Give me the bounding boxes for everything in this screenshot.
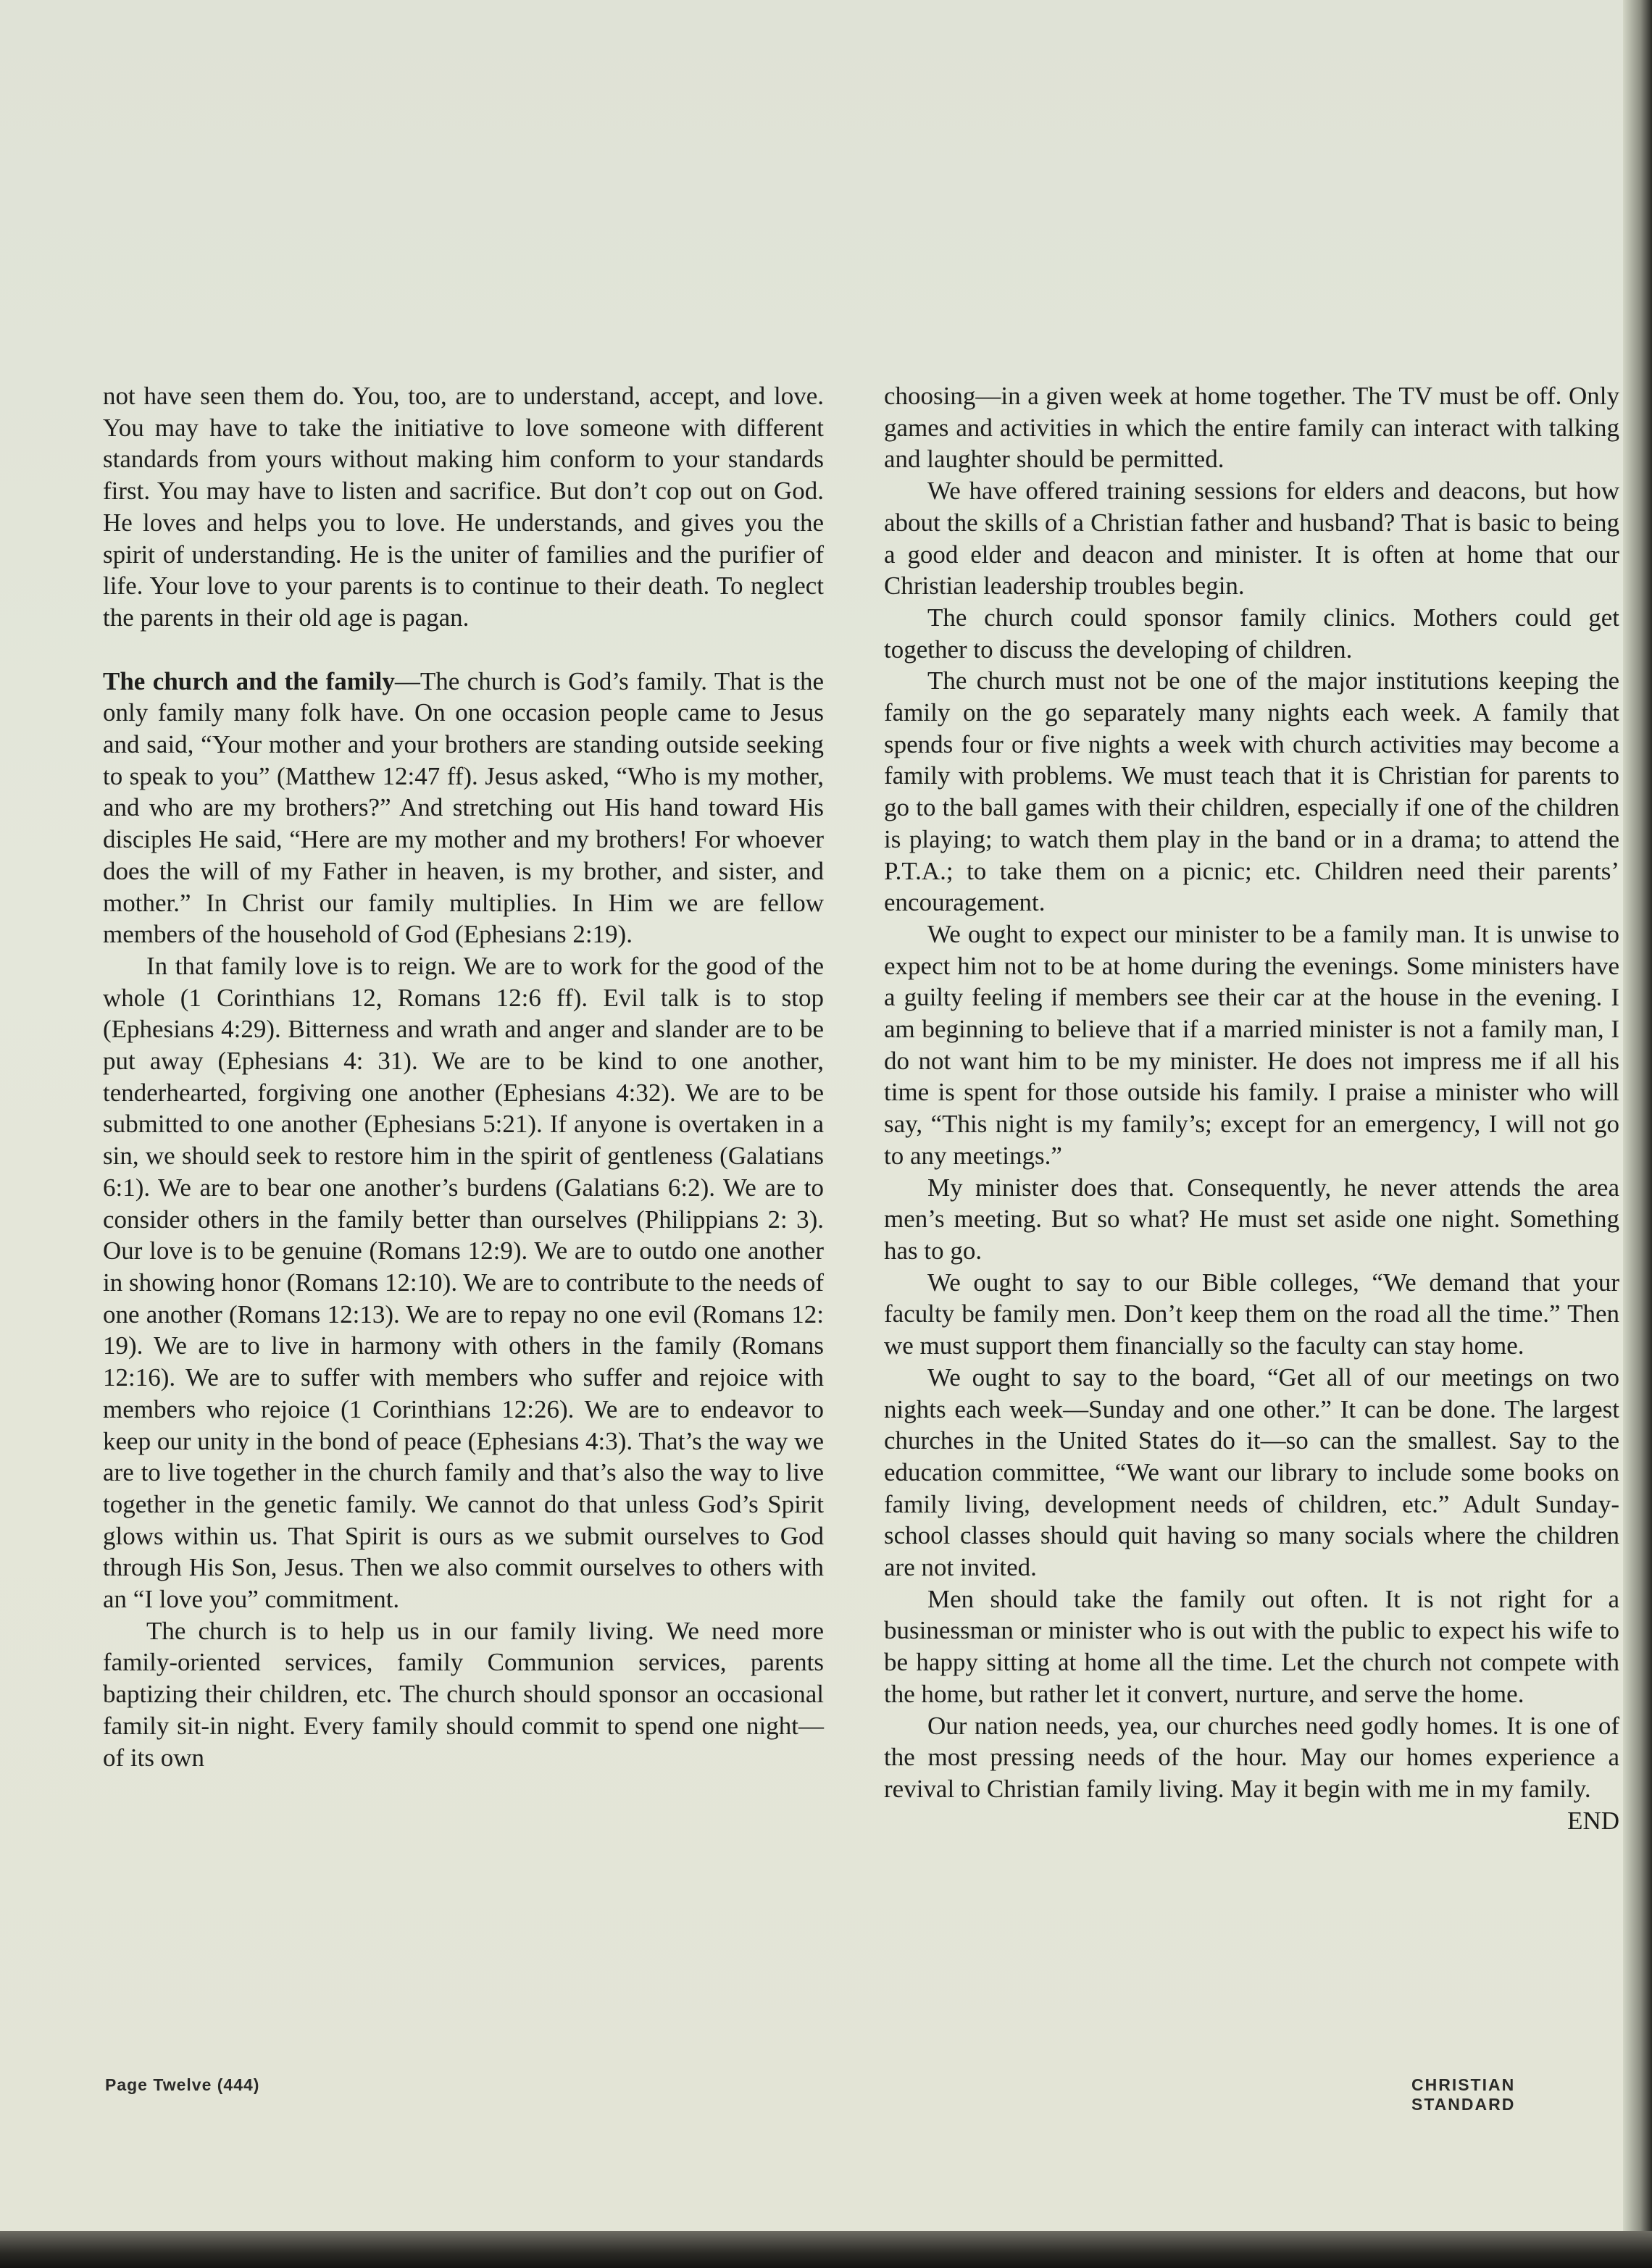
paragraph: In that family love is to reign. We are to work for the good of the whole (1 Corinthians 12, Romans 12:6 ff). Evil talk is to stop (Ephesians 4:29). Bitterness and wrath and anger and slander are to be put away (Ephesians 4: 31). We are to be kind to one another, tenderhearted, forgiving one another (Ephesians 4:32). We are to be submitted to one another (Ephesians 5:21). If anyone is overtaken in a sin, we should seek to restore him in the spirit of gentleness (Galatians 6:1). We are to bear one another’s burdens (Galatians 6:2). We are to consider others in the family better than ourselves (Philippians 2: 3). Our love is to be genuine (Romans 12:9). We are to outdo one another in showing honor (Romans 12:10). We are to contribute to the needs of one another (Romans 12:13). We are to repay no one evil (Romans 12: 19). We are to live in harmony with others in the family (Romans 12:16). We are to suffer with members who suffer and rejoice with members who rejoice (1 Corinthians 12:26). We are to endeavor to keep our unity in the bond of peace (Ephesians 4:3). That’s the way we are to live together in the church family and that’s also the way to live together in the genetic family. We cannot do that unless God’s Spirit glows within us. That Spirit is ours as we submit ourselves to God through His Son, Jesus. Then we also commit ourselves to others with an “I love you” commitment. <box>103 951 824 1614</box>
end-mark: END <box>1567 1806 1619 1835</box>
publication-name: CHRISTIAN STANDARD <box>1411 2075 1516 2114</box>
paragraph: My minister does that. Consequently, he never attends the area men’s meeting. But so what? He must set aside one night. Something has to go. <box>884 1173 1619 1265</box>
right-column <box>884 380 1619 1836</box>
paragraph: We ought to say to our Bible colleges, “We demand that your faculty be family men. Don’t keep them on the road all the time.” Then we must support them financially so the faculty can stay home. <box>884 1268 1619 1360</box>
paragraph: The church is to help us in our family living. We need more family-oriented services, family Communion services, parents baptizing their children, etc. The church should sponsor an occasional family sit-in night. Every family should commit to spend one night—of its own <box>103 1616 824 1772</box>
paragraph: not have seen them do. You, too, are to understand, accept, and love. You may have to take the initiative to love someone with different standards from yours without making him conform to your standards first. You may have to listen and sacrifice. But don’t cop out on God. He loves and helps you to love. He understands, and gives you the spirit of understanding. He is the uniter of families and the purifier of life. Your love to your parents is to continue to their death. To neglect the parents in their old age is pagan. <box>103 382 824 632</box>
paragraph: We ought to expect our minister to be a family man. It is unwise to expect him not to be at home during the evenings. Some ministers have a guilty feeling if members see their car at the house in the evening. I am beginning to believe that if a married minister is not a family man, I do not want him to be my minister. He does not impress me if all his time is spent for those outside his family. I praise a minister who will say, “This night is my family’s; except for an emergency, I will not go to any meetings.” <box>884 919 1619 1170</box>
paragraph: We ought to say to the board, “Get all of our meetings on two nights each week—Sunday and one other.” It can be done. The largest churches in the United States do it—so can the smallest. Say to the education committee, “We want our library to include some books on family living, development needs of children, etc.” Adult Sunday-school classes should quit having so many socials where the children are not invited. <box>884 1363 1619 1582</box>
section-paragraph <box>103 666 824 950</box>
section-heading: The church and the family <box>103 666 395 695</box>
paragraph: choosing—in a given week at home together. The TV must be off. Only games and activities in which the entire family can interact with talking and laughter should be permitted. <box>884 382 1619 474</box>
final-paragraph <box>884 1710 1619 1835</box>
page-number: Page Twelve (444) <box>105 2075 260 2094</box>
paragraph: Men should take the family out often. It is not right for a businessman or minister who is out with the public to expect his wife to be happy sitting at home all the time. Let the church not compete with the home, but rather let it convert, nurture, and serve the home. <box>884 1584 1619 1708</box>
scan-bottom-edge <box>0 2231 1652 2268</box>
paragraph: We have offered training sessions for elders and deacons, but how about the skills of a Christian father and husband? That is basic to being a good elder and deacon and minister. It is often at home that our Christian leadership troubles begin. <box>884 477 1619 601</box>
paragraph: The church could sponsor family clinics. Mothers could get together to discuss the developing of children. <box>884 603 1619 664</box>
paragraph-body: Our nation needs, yea, our churches need godly homes. It is one of the most pressing needs of the hour. May our homes experience a revival to Christian family living. May it begin with me in my family. <box>884 1711 1619 1803</box>
paragraph-body: —The church is God’s family. That is the only family many folk have. On one occasion people came to Jesus and said, “Your mother and your brothers are standing outside seeking to speak to you” (Matthew 12:47 ff). Jesus asked, “Who is my mother, and who are my brothers?” And stretching out His hand toward His disciples He said, “Here are my mother and my brothers! For whoever does the will of my Father in heaven, is my brother, and sister, and mother.” In Christ our family multiplies. In Him we are fellow members of the household of God (Ephesians 2:19). <box>103 666 824 949</box>
paragraph: The church must not be one of the major institutions keeping the family on the go separately many nights each week. A family that spends four or five nights a week with church activities may become a family with problems. We must teach that it is Christian for parents to go to the ball games with their children, especially if one of the children is playing; to watch them play in the band or in a drama; to attend the P.T.A.; to take them on a picnic; etc. Children need their parents’ encouragement. <box>884 666 1619 917</box>
page-edge-shadow <box>1623 0 1652 2268</box>
left-column <box>103 380 824 1773</box>
